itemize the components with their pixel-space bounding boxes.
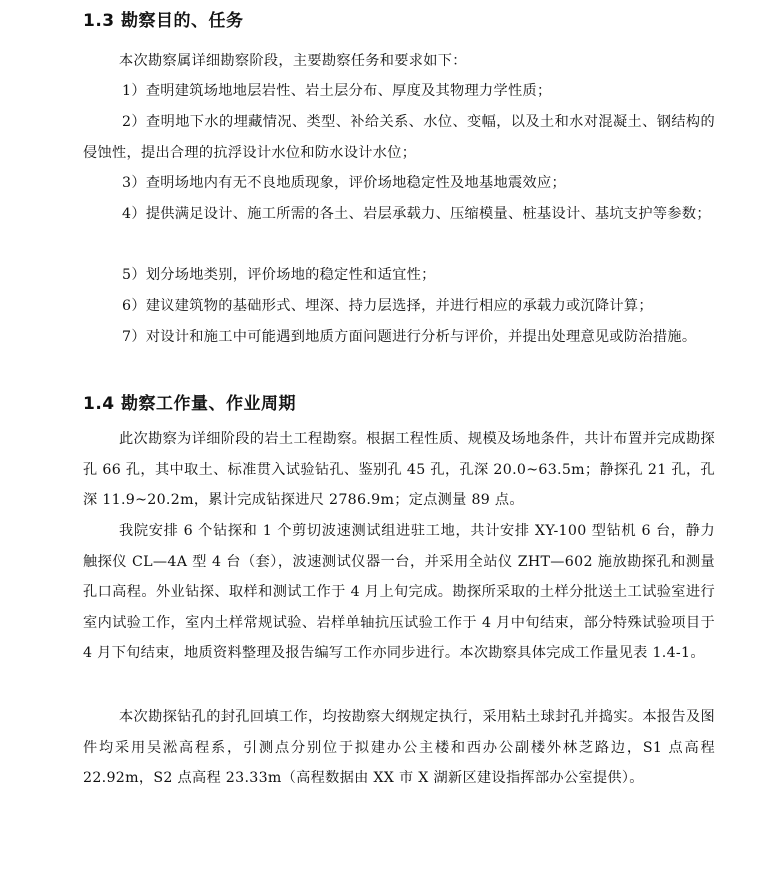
section-heading-1-4: 1.4 勘察工作量、作业周期 xyxy=(83,394,297,414)
task-item-2: 2）查明地下水的埋藏情况、类型、补给关系、水位、变幅，以及土和水对混凝土、钢结构的侵蚀性，提出合理的抗浮设计水位和防水设计水位； xyxy=(83,114,715,161)
task-item-5: 5）划分场地类别，评价场地的稳定性和适宜性； xyxy=(122,267,436,283)
section-heading-1-3: 1.3 勘察目的、任务 xyxy=(83,11,244,31)
task-item-6: 6）建议建筑物的基础形式、埋深、持力层选择，并进行相应的承载力或沉降计算； xyxy=(122,298,653,314)
task-item-1: 1）查明建筑场地地层岩性、岩土层分布、厚度及其物理力学性质； xyxy=(122,83,552,99)
paragraph-backfill: 本次勘探钻孔的封孔回填工作，均按勘察大纲规定执行，采用粘土球封孔并捣实。本报告及图件均采用吴淞高程系，引测点分别位于拟建办公主楼和西办公副楼外林芝路边，S1 点高程 22.92m，S2 点高程 23.33m（高程数据由 XX 市 X 湖新区建设指挥部办公室提供）。 xyxy=(83,709,715,786)
task-item-7: 7）对设计和施工中可能遇到地质方面问题进行分析与评价，并提出处理意见或防治措施。 xyxy=(122,329,697,345)
task-item-4: 4）提供满足设计、施工所需的各土、岩层承载力、压缩模量、桩基设计、基坑支护等参数； xyxy=(122,206,711,222)
paragraph-schedule: 我院安排 6 个钻探和 1 个剪切波速测试组进驻工地，共计安排 XY-100 型钻机 6 台，静力触探仪 CL—4A 型 4 台（套），波速测试仪器一台，并采用全站仪 ZHT—602 施放勘探孔和测量孔口高程。外业钻探、取样和测试工作于 4 月上旬完成。勘探所采取的土样分批送土工试验室进行室内试验工作，室内土样常规试验、岩样单轴抗压试验工作于 4 月中旬结束，部分特殊试验项目于 4 月下旬结束，地质资料整理及报告编写工作亦同步进行。本次勘察具体完成工作量见表 1.4-1。 xyxy=(83,523,715,661)
paragraph-intro: 本次勘察属详细勘察阶段，主要勘察任务和要求如下： xyxy=(119,53,467,69)
paragraph-workload: 此次勘察为详细阶段的岩土工程勘察。根据工程性质、规模及场地条件，共计布置并完成勘探孔 66 孔，其中取土、标准贯入试验钻孔、鉴别孔 45 孔，孔深 20.0~63.5m；静探孔 21 孔，孔深 11.9~20.2m，累计完成钻探进尺 2786.9m；定点测量 89 点。 xyxy=(83,431,715,508)
task-item-3: 3）查明场地内有无不良地质现象，评价场地稳定性及地基地震效应； xyxy=(122,175,566,191)
